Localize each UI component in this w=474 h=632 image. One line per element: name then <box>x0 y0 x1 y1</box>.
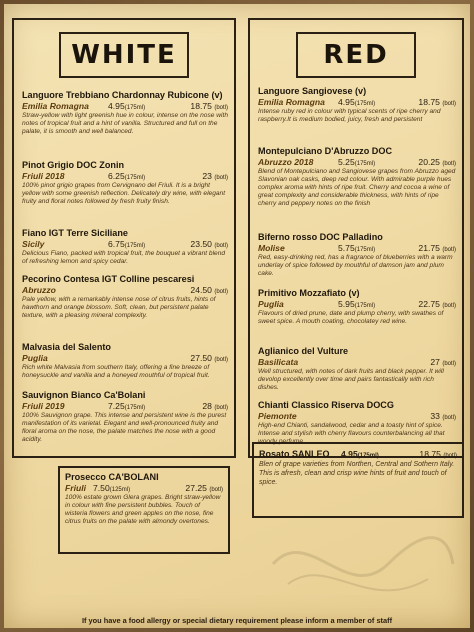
glass-price: 7.50(125ml) <box>93 483 131 493</box>
wine-name: Malvasia del Salento <box>22 342 111 352</box>
bottle-price: 27.50 (botl) <box>190 353 228 363</box>
wine-name: Pecorino Contesa IGT Colline pescaresi <box>22 274 195 284</box>
wine-item <box>258 86 456 124</box>
wine-name: Pinot Grigio DOC Zonin <box>22 160 125 170</box>
wine-name: Sauvignon Bianco Ca'Bolani <box>22 390 146 400</box>
wine-name: Prosecco CA'BOLANI <box>65 472 159 482</box>
bottle-price: 23 (botl) <box>202 171 228 181</box>
wine-description: Pale yellow, with a remarkably intense nose of citrus fruits, hints of hawthorn and orange blossom. Soft, clean, but persistent palate texture, with a pleasing mineral complexity. <box>22 296 216 319</box>
wine-priceline <box>258 410 456 422</box>
red-heading: RED <box>296 32 416 78</box>
wine-region: Friuli 2018 <box>22 171 65 181</box>
prosecco-box <box>58 466 230 554</box>
bottle-price: 21.75 (botl) <box>418 243 456 253</box>
wine-region: Friuli <box>65 483 87 493</box>
wine-description: Intense ruby red in colour with typical scents of ripe cherry and raspberry.It is medium bodied, juicy, fresh and persistent <box>258 108 441 123</box>
wine-item <box>259 448 457 487</box>
bottle-price: 20.25 (botl) <box>418 157 456 167</box>
wine-item <box>22 228 228 266</box>
wine-item <box>22 390 228 444</box>
rosato-box <box>252 442 464 518</box>
wine-region: Emilia Romagna <box>258 97 325 107</box>
wine-priceline <box>22 100 228 112</box>
wine-item <box>258 146 456 208</box>
wine-item <box>22 342 228 380</box>
wine-description: Rich white Malvasia from southern Italy, offering a fine breeze of honeysuckle and vanilla and a honeyed mouthful of tropical fruit. <box>22 364 210 379</box>
wine-region: Friuli 2019 <box>22 401 65 411</box>
wine-priceline <box>258 96 456 108</box>
wine-priceline <box>259 448 457 460</box>
bottle-price: 23.50 (botl) <box>190 239 228 249</box>
wine-description: High-end Chianti, sandalwood, cedar and a toasty hint of spice. Intense and stylish with cherry flavours counterbalancing all that woody perfume. <box>258 422 445 445</box>
wine-priceline <box>22 170 228 182</box>
glass-price: 5.75(175ml) <box>338 243 376 253</box>
glass-price: 4.95(175ml) <box>338 97 376 107</box>
wine-priceline <box>22 238 228 250</box>
bottle-price: 27.25 (botl) <box>185 483 223 493</box>
scroll-ornament-icon <box>268 524 458 604</box>
wine-item <box>65 472 223 526</box>
wine-priceline <box>258 156 456 168</box>
wine-priceline <box>22 400 228 412</box>
wine-description: Flavours of dried prune, date and plump cherry, with swathes of sweet spice. A mouth coating, chocolatey red wine. <box>258 310 444 325</box>
wine-region: Piemonte <box>258 411 297 421</box>
wine-description: 100% estate grown Glera grapes. Bright straw-yellow in colour with fine persistent bubbles. Touch of wisteria flowers and green apples on the nose, fine citrus fruits on the palate with almondy overtones. <box>65 494 221 525</box>
wine-priceline <box>258 298 456 310</box>
wine-name: Biferno rosso DOC Palladino <box>258 232 383 242</box>
wine-region: Abruzzo <box>22 285 56 295</box>
bottle-price: 18.75 (botl) <box>419 449 457 459</box>
bottle-price: 27 (botl) <box>430 357 456 367</box>
wine-description: Red, easy-drinking red, has a fragrance of blueberries with a warm underlay of spice followed by mouthful of damson jam and plum cake. <box>258 254 453 277</box>
bottle-price: 18.75 (botl) <box>418 97 456 107</box>
bottle-price: 18.75 (botl) <box>190 101 228 111</box>
wine-name: Rosato SANLEO <box>259 449 330 459</box>
wine-item <box>22 160 228 206</box>
glass-price: 6.25(175ml) <box>108 171 146 181</box>
wine-name: Fiano IGT Terre Siciliane <box>22 228 128 238</box>
bottle-price: 28 (botl) <box>202 401 228 411</box>
wine-description: Straw-yellow with light greenish hue in colour, intense on the nose with notes of tropical fruit and a hint of vanilla. Structured and full on the palate, it is smooth and well balanced. <box>22 112 228 135</box>
allergy-notice: If you have a food allergy or special dietary requirement please inform a member of staff <box>81 616 393 625</box>
wine-region: Abruzzo 2018 <box>258 157 314 167</box>
wine-description: Delicious Fiano, packed with tropical fruit, the bouquet a vibrant blend of refreshing lemon and spicy cedar. <box>22 250 226 265</box>
wine-name: Languore Sangiovese (v) <box>258 86 367 96</box>
wine-description: Well structured, with notes of dark fruits and black pepper. It will devolop excellently over time and pairs fantastically with rich dishes. <box>258 368 444 391</box>
wine-description: Blend of Montepulciano and Sangiovese grapes from Abruzzo aged Slavonian oak casks, deep red colour. With admirable purple hues complex aroma with hints of ripe fruit. Cherry and cocoa a wine of great complexity and considerable thickness, with hints of ripe cherry and peppery notes on the finish <box>258 168 456 207</box>
wine-description: 100% Sauvignon grape. This intense and persistent wine is the purest manifestation of its varietal. Elegant and well-pronounced fruity and floral aroma on the nose, the palate matches the nose with a good acidity. <box>22 412 227 443</box>
wine-item <box>258 232 456 278</box>
wine-priceline <box>22 284 228 296</box>
wine-description: Blen of grape varieties from Northen, Central and Sothern Italy. This is afresh, clean and crisp wine hints of fruit and touch of spice. <box>259 461 455 486</box>
wine-name: Chianti Classico Riserva DOCG <box>258 400 394 410</box>
glass-price: 5.25(175ml) <box>338 157 376 167</box>
wine-priceline <box>22 352 228 364</box>
wine-region: Sicily <box>22 239 45 249</box>
white-wine-section <box>12 18 236 458</box>
white-heading: WHITE <box>59 32 189 78</box>
glass-price: 4.95(175ml) <box>108 101 146 111</box>
wine-name: Aglianico del Vulture <box>258 346 349 356</box>
glass-price: 6.75(175ml) <box>108 239 146 249</box>
wine-priceline <box>258 356 456 368</box>
wine-name: Montepulciano D'Abruzzo DOC <box>258 146 393 156</box>
wine-name: Languore Trebbiano Chardonnay Rubicone (v) <box>22 90 223 100</box>
bottle-price: 33 (botl) <box>430 411 456 421</box>
glass-price: 4.95(175ml) <box>341 449 379 459</box>
wine-name: Primitivo Mozzafiato (v) <box>258 288 360 298</box>
wine-region: Emilia Romagna <box>22 101 89 111</box>
wine-item <box>22 274 228 320</box>
wine-region: Puglia <box>258 299 284 309</box>
menu-page <box>4 4 470 628</box>
wine-region: Molise <box>258 243 285 253</box>
wine-item <box>258 288 456 326</box>
wine-priceline <box>65 482 223 494</box>
wine-description: 100% pinot grigio grapes from Cervignano del Friuli. It is a bright yellow with some greenish reflection. Delicately dry wine, with elegant fruity and floral notes followed by fresh fruity finish. <box>22 182 226 205</box>
bottle-price: 24.50 (botl) <box>190 285 228 295</box>
wine-item <box>22 90 228 136</box>
glass-price: 7.25(175ml) <box>108 401 146 411</box>
bottle-price: 22.75 (botl) <box>418 299 456 309</box>
wine-region: Puglia <box>22 353 48 363</box>
red-wine-section <box>248 18 464 458</box>
wine-item <box>258 400 456 446</box>
wine-region: Basilicata <box>258 357 299 367</box>
glass-price: 5.95(175ml) <box>338 299 376 309</box>
wine-priceline <box>258 242 456 254</box>
wine-item <box>258 346 456 392</box>
